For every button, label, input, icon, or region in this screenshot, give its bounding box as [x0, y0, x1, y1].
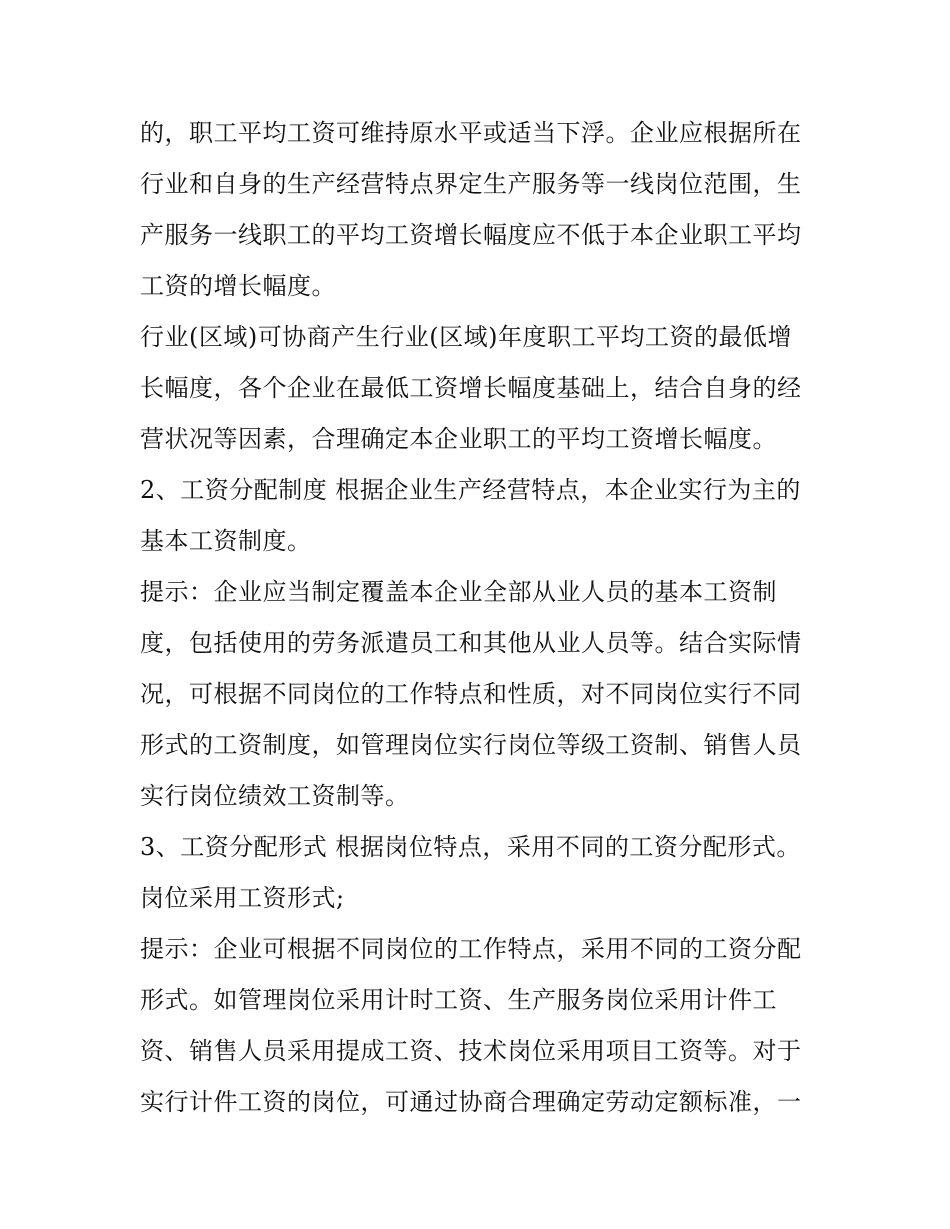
text-line: 的，职工平均工资可维持原水平或适当下浮。企业应根据所在	[140, 119, 802, 147]
text-line: 3、工资分配形式 根据岗位特点，采用不同的工资分配形式。	[140, 833, 801, 861]
text-line: 行业和自身的生产经营特点界定生产服务等一线岗位范围，生	[140, 170, 802, 198]
text-line: 岗位采用工资形式;	[140, 884, 345, 912]
text-line: 工资的增长幅度。	[140, 272, 336, 300]
text-line: 实行计件工资的岗位，可通过协商合理确定劳动定额标准，一	[140, 1088, 802, 1116]
text-line: 资、销售人员采用提成工资、技术岗位采用项目工资等。对于	[140, 1037, 802, 1065]
text-line: 度，包括使用的劳务派遣员工和其他从业人员等。结合实际情	[140, 629, 802, 657]
text-line: 行业(区域)可协商产生行业(区域)年度职工平均工资的最低增	[140, 323, 792, 351]
text-line: 产服务一线职工的平均工资增长幅度应不低于本企业职工平均	[140, 221, 802, 249]
text-line: 提示：企业应当制定覆盖本企业全部从业人员的基本工资制	[140, 578, 777, 606]
text-line: 况，可根据不同岗位的工作特点和性质，对不同岗位实行不同	[140, 680, 802, 708]
document-body	[140, 108, 820, 1128]
text-line: 实行岗位绩效工资制等。	[140, 782, 410, 810]
text-line: 营状况等因素，合理确定本企业职工的平均工资增长幅度。	[140, 425, 777, 453]
text-line: 形式。如管理岗位采用计时工资、生产服务岗位采用计件工	[140, 986, 777, 1014]
text-line: 长幅度，各个企业在最低工资增长幅度基础上，结合自身的经	[140, 374, 802, 402]
text-line: 2、工资分配制度 根据企业生产经营特点，本企业实行为主的	[140, 476, 801, 504]
text-line: 形式的工资制度，如管理岗位实行岗位等级工资制、销售人员	[140, 731, 802, 759]
text-line: 基本工资制度。	[140, 527, 312, 555]
text-line: 提示：企业可根据不同岗位的工作特点，采用不同的工资分配	[140, 935, 802, 963]
